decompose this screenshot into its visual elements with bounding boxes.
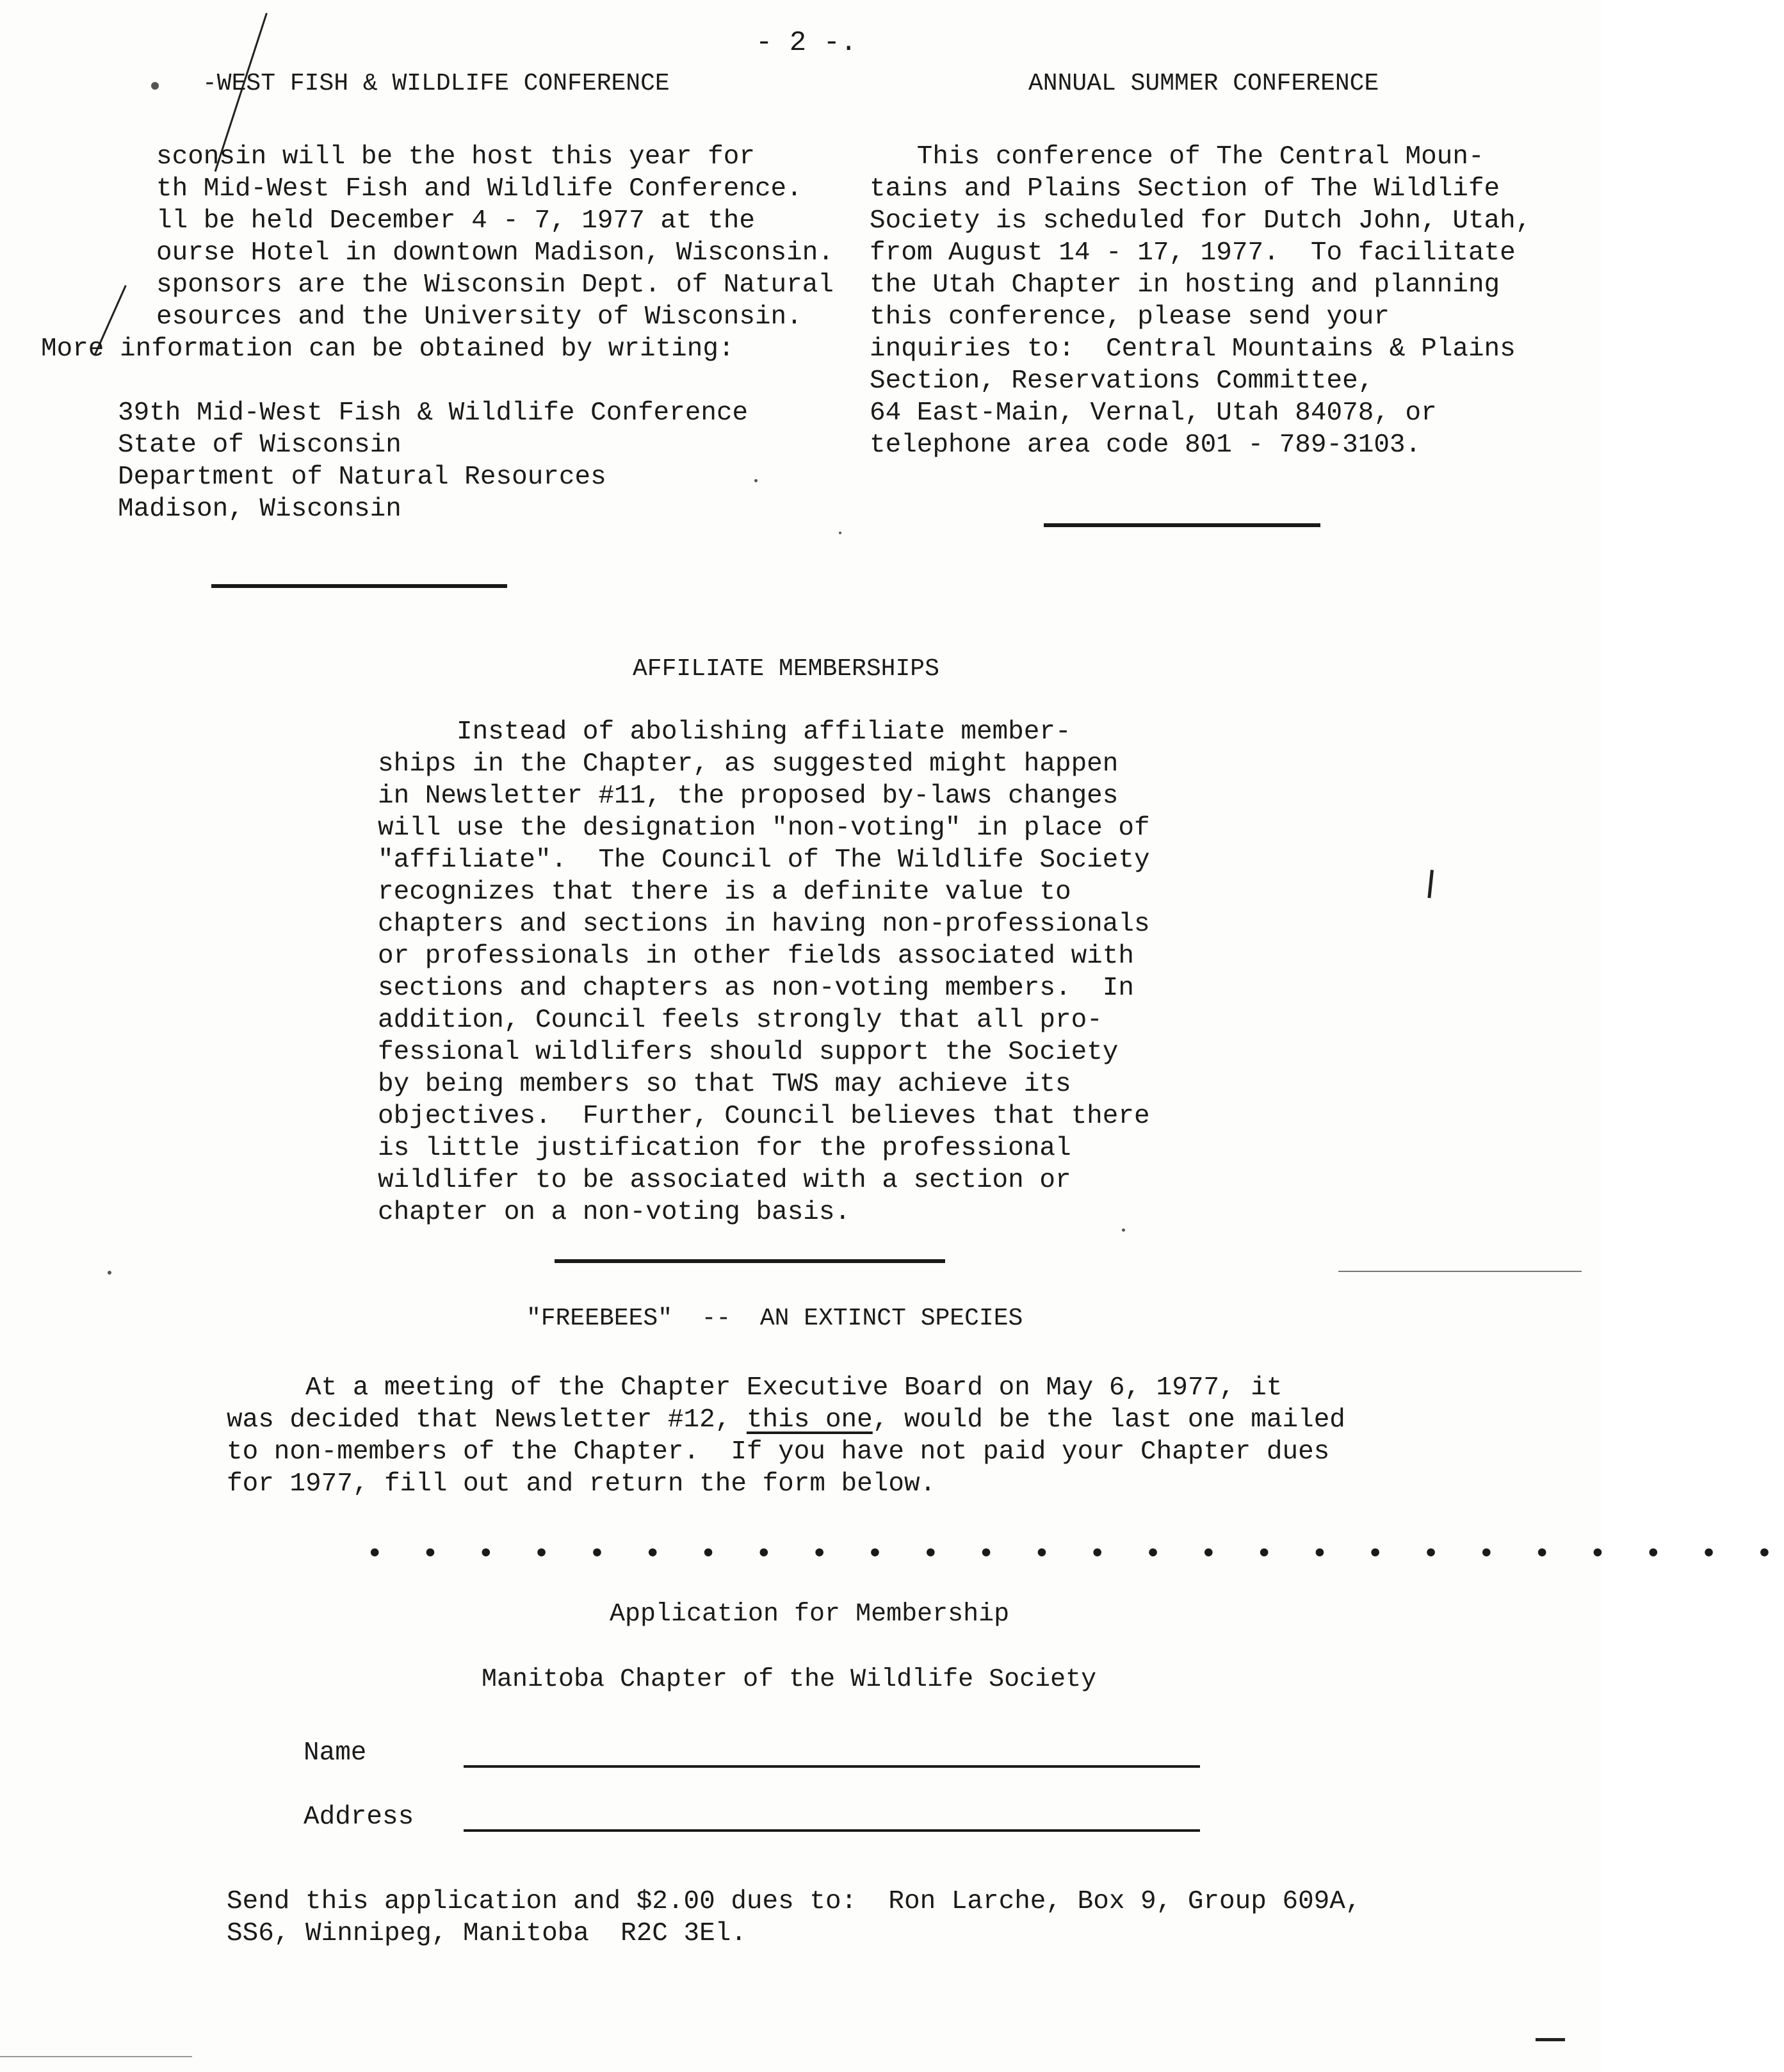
- summer-line: telephone area code 801 - 789-3103.: [870, 430, 1422, 460]
- application-subtitle: Manitoba Chapter of the Wildlife Society: [482, 1665, 1097, 1694]
- affiliate-line: by being members so that TWS may achieve its: [378, 1070, 1071, 1099]
- affiliate-line: wildlifer to be associated with a section or: [378, 1166, 1071, 1195]
- freebees-line: to non-members of the Chapter. If you have not paid your Chapter dues: [227, 1437, 1330, 1467]
- midwest-heading: -WEST FISH & WILDLIFE CONFERENCE: [202, 70, 670, 97]
- dotted-separator: • • • • • • • • • • • • • • • • • • • • • • • • • •: [366, 1538, 1784, 1570]
- midwest-line: ourse Hotel in downtown Madison, Wisconsin.: [156, 238, 834, 268]
- summer-heading: ANNUAL SUMMER CONFERENCE: [1028, 70, 1379, 97]
- affiliate-line: "affiliate". The Council of The Wildlife Society: [378, 845, 1150, 875]
- summer-line: Section, Reservations Committee,: [870, 366, 1374, 396]
- summer-line: this conference, please send your: [870, 302, 1390, 332]
- section-divider-right: [1044, 523, 1320, 527]
- midwest-line: esources and the University of Wisconsin.: [156, 302, 802, 332]
- affiliate-line: will use the designation "non-voting" in place of: [378, 813, 1150, 843]
- summer-line: from August 14 - 17, 1977. To facilitate: [870, 238, 1516, 268]
- scan-speck: [108, 1271, 111, 1275]
- scan-smudge: [1338, 1271, 1582, 1272]
- freebees-line: for 1977, fill out and return the form below.: [227, 1469, 936, 1499]
- affiliate-line: or professionals in other fields associated with: [378, 942, 1134, 971]
- address-line: 39th Mid-West Fish & Wildlife Conference: [118, 398, 749, 428]
- scan-speck: [754, 479, 758, 482]
- name-field[interactable]: [464, 1765, 1200, 1768]
- scan-speck: [839, 532, 841, 534]
- summer-line: 64 East-Main, Vernal, Utah 84078, or: [870, 398, 1437, 428]
- address-label: Address: [304, 1802, 414, 1832]
- address-line: Madison, Wisconsin: [118, 494, 401, 524]
- page-number: - 2 -.: [756, 27, 857, 59]
- midwest-line: th Mid-West Fish and Wildlife Conference.: [156, 174, 802, 204]
- summer-line: Society is scheduled for Dutch John, Utah,: [870, 206, 1532, 236]
- section-divider-left: [211, 584, 507, 588]
- affiliate-line: sections and chapters as non-voting members. In: [378, 974, 1134, 1003]
- bullet-mark: [151, 82, 159, 90]
- affiliate-line: chapters and sections in having non-professionals: [378, 910, 1150, 939]
- affiliate-line: addition, Council feels strongly that all pro-: [378, 1006, 1103, 1035]
- send-instructions-line: Send this application and $2.00 dues to: Ron Larche, Box 9, Group 609A,: [227, 1887, 1361, 1916]
- affiliate-line: ships in the Chapter, as suggested might happen: [378, 749, 1119, 779]
- address-field[interactable]: [464, 1829, 1200, 1832]
- midwest-line: sponsors are the Wisconsin Dept. of Natural: [156, 270, 834, 300]
- midwest-line: ll be held December 4 - 7, 1977 at the: [156, 206, 755, 236]
- send-instructions-line: SS6, Winnipeg, Manitoba R2C 3El.: [227, 1919, 747, 1948]
- address-line: Department of Natural Resources: [118, 462, 606, 492]
- scan-speck: [1122, 1228, 1125, 1232]
- affiliate-line: recognizes that there is a definite value to: [378, 877, 1071, 907]
- section-divider-center: [555, 1259, 945, 1263]
- midwest-line: sconsin will be the host this year for: [156, 142, 755, 172]
- address-line: State of Wisconsin: [118, 430, 401, 460]
- summer-line: tains and Plains Section of The Wildlife: [870, 174, 1500, 204]
- affiliate-line: is little justification for the professional: [378, 1134, 1071, 1163]
- scan-smudge: [0, 2056, 192, 2057]
- summer-line: This conference of The Central Moun-: [870, 142, 1484, 172]
- midwest-line: More information can be obtained by writing:: [41, 334, 734, 364]
- affiliate-heading: AFFILIATE MEMBERSHIPS: [633, 655, 939, 683]
- affiliate-line: fessional wildlifers should support the Society: [378, 1038, 1119, 1067]
- application-title: Application for Membership: [610, 1600, 1010, 1629]
- summer-line: the Utah Chapter in hosting and planning: [870, 270, 1500, 300]
- affiliate-line: chapter on a non-voting basis.: [378, 1198, 851, 1227]
- freebees-line: [227, 1404, 1345, 1436]
- freebees-heading: "FREEBEES" -- AN EXTINCT SPECIES: [526, 1305, 1023, 1332]
- name-label: Name: [304, 1738, 367, 1768]
- summer-line: inquiries to: Central Mountains & Plains: [870, 334, 1516, 364]
- affiliate-line: objectives. Further, Council believes that there: [378, 1102, 1150, 1131]
- scan-smudge: [1536, 2038, 1565, 2041]
- affiliate-line: in Newsletter #11, the proposed by-laws changes: [378, 781, 1119, 811]
- margin-mark: [1427, 870, 1434, 898]
- freebees-text: was decided that Newsletter #12,: [227, 1405, 747, 1435]
- freebees-underlined-text: this one: [746, 1405, 873, 1435]
- affiliate-line: Instead of abolishing affiliate member-: [378, 717, 1071, 747]
- freebees-text: , would be the last one mailed: [872, 1405, 1345, 1435]
- freebees-line: At a meeting of the Chapter Executive Board on May 6, 1977, it: [227, 1373, 1283, 1403]
